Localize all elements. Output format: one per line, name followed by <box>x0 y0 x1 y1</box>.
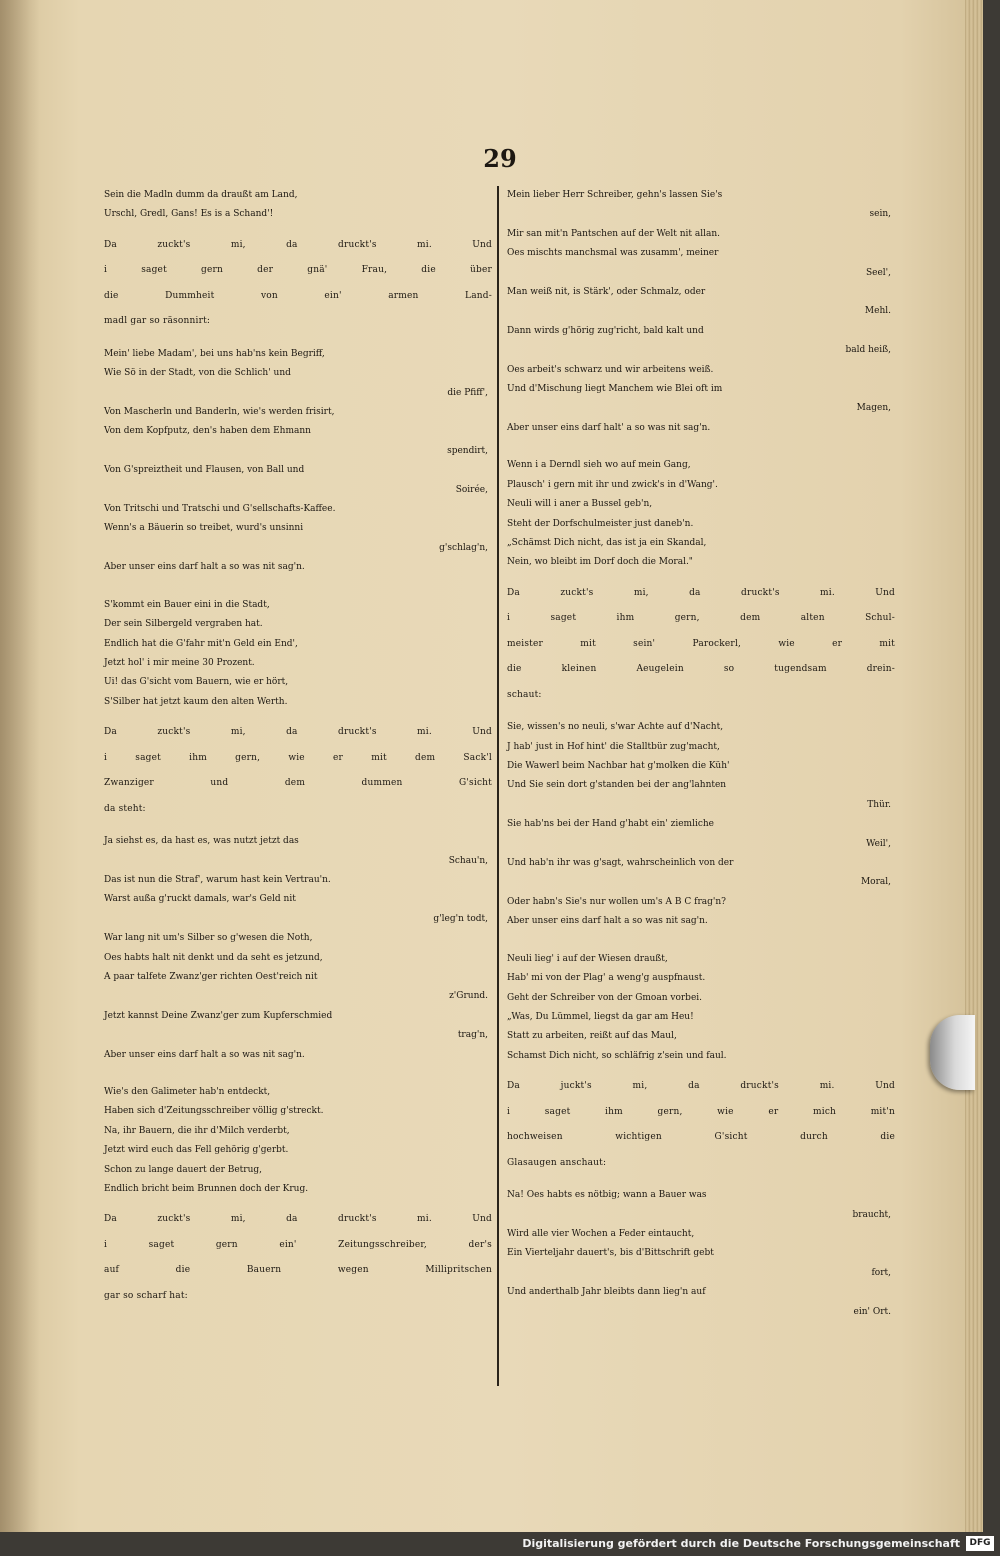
verse-line: Aber unser eins darf halt' a so was nit sag'n. <box>507 422 711 433</box>
refrain-line: auf die Bauern wegen Millipritschen <box>104 1265 492 1276</box>
refrain-line: Da zuckt's mi, da druckt's mi. Und <box>104 727 492 738</box>
column-divider <box>497 186 499 1386</box>
refrain-paragraph <box>507 581 895 709</box>
verse-line: Jetzt wird euch das Fell gehörig g'gerbt. <box>104 1145 289 1156</box>
verse-line: Aber unser eins darf halt a so was nit sag'n. <box>507 916 708 927</box>
verse-line-continuation: Weil', <box>866 838 891 849</box>
verse-line: Neuli lieg' i auf der Wiesen draußt, <box>507 953 668 964</box>
refrain-line: meister mit sein' Parockerl, wie er mit <box>507 638 895 649</box>
verse-line: Sie, wissen's no neuli, s'war Achte auf d'Nacht, <box>507 722 724 733</box>
verse-line: Ui! das G'sicht vom Bauern, wie er hört, <box>104 677 289 688</box>
refrain-line: i saget ihm gern, dem alten Schul- <box>507 613 895 624</box>
verse-stanza <box>104 1083 492 1199</box>
verse-line: Der sein Silbergeld vergraben hat. <box>104 619 263 630</box>
refrain-line: die Dummheit von ein' armen Land- <box>104 290 492 301</box>
verse-line-continuation: Moral, <box>860 877 891 888</box>
verse-line: Mein lieber Herr Schreiber, gehn's lassen Sie's <box>507 190 723 200</box>
refrain-line: Da zuckt's mi, da druckt's mi. Und <box>507 587 895 598</box>
verse-line: Endlich hat die G'fahr mit'n Geld ein End', <box>104 638 298 649</box>
left-column <box>104 186 492 1319</box>
verse-line: Dann wirds g'hörig zug'richt, bald kalt und <box>507 325 704 336</box>
bookmark-tab[interactable] <box>930 1015 975 1090</box>
verse-line: Jetzt kannst Deine Zwanz'ger zum Kupferschmied <box>104 1010 333 1021</box>
verse-line: Von dem Kopfputz, den's haben dem Ehmann <box>104 426 311 437</box>
verse-line: War lang nit um's Silber so g'wesen die Noth, <box>104 933 313 944</box>
verse-line: Wird alle vier Wochen a Feder eintaucht, <box>507 1228 695 1239</box>
verse-line-continuation: die Pfiff', <box>447 387 488 398</box>
verse-line: Wie Sö in der Stadt, von die Schlich' und <box>104 368 291 379</box>
verse-line-continuation: sein, <box>869 209 891 220</box>
verse-line: Urschl, Gredl, Gans! Es is a Schand'! <box>104 209 274 220</box>
verse-line: Plausch' i gern mit ihr und zwick's in d'Wang'. <box>507 479 718 490</box>
verse-stanza <box>507 186 895 438</box>
refrain-line: Da zuckt's mi, da druckt's mi. Und <box>104 239 492 250</box>
verse-line: Schon zu lange dauert der Betrug, <box>104 1164 263 1175</box>
verse-stanza <box>104 345 492 578</box>
verse-line: „Was, Du Lümmel, liegst da gar am Heu! <box>507 1011 694 1022</box>
verse-line: Ja siehst es, da hast es, was nutzt jetzt das <box>104 836 299 847</box>
verse-line: Sein die Madln dumm da draußt am Land, <box>104 190 298 200</box>
verse-line: Oes mischts manchsmal was zusamm', meiner <box>507 248 719 259</box>
verse-line: Warst außa g'ruckt damals, war's Geld nit <box>104 894 296 905</box>
verse-line: Ein Vierteljahr dauert's, bis d'Bittschrift gebt <box>507 1248 714 1259</box>
verse-line: Geht der Schreiber von der Gmoan vorbei. <box>507 992 703 1003</box>
refrain-paragraph <box>104 1207 492 1309</box>
verse-line: Neuli will i aner a Bussel geb'n, <box>507 499 653 510</box>
verse-line: Endlich bricht beim Brunnen doch der Krug. <box>104 1184 309 1195</box>
refrain-line: i saget gern der gnä' Frau, die über <box>104 265 492 276</box>
verse-line: Sie hab'ns bei der Hand g'habt ein' ziemliche <box>507 819 714 830</box>
verse-line-continuation: fort, <box>871 1267 891 1278</box>
verse-line: S'Silber hat jetzt kaum den alten Werth. <box>104 696 288 707</box>
verse-line: Schamst Dich nicht, so schläfrig z'sein und faul. <box>507 1050 727 1061</box>
refrain-paragraph <box>104 233 492 335</box>
verse-line: Und anderthalb Jahr bleibts dann lieg'n auf <box>507 1287 706 1298</box>
verse-line-continuation: Seel', <box>865 267 891 278</box>
refrain-line: hochweisen wichtigen G'sicht durch die <box>507 1132 895 1143</box>
verse-line: Aber unser eins darf halt a so was nit sag'n. <box>104 1049 305 1060</box>
verse-stanza <box>507 718 895 931</box>
verse-stanza <box>507 456 895 572</box>
verse-line: Von G'spreiztheit und Flausen, von Ball und <box>104 465 305 476</box>
verse-line: Von Mascherln und Banderln, wie's werden frisirt, <box>104 407 335 418</box>
page-edge <box>965 0 983 1532</box>
refrain-line: da steht: <box>104 803 146 814</box>
verse-line: Und hab'n ihr was g'sagt, wahrscheinlich von der <box>507 858 734 869</box>
verse-line-continuation: z'Grund. <box>449 991 488 1002</box>
verse-line: Haben sich d'Zeitungsschreiber völlig g'streckt. <box>104 1106 324 1117</box>
refrain-paragraph <box>104 720 492 822</box>
verse-line: Oes habts halt nit denkt und da seht es jetzund, <box>104 952 323 963</box>
verse-line: „Schämst Dich nicht, das ist ja ein Skandal, <box>507 537 707 548</box>
stanza-gap <box>104 578 492 596</box>
verse-line: Na, ihr Bauern, die ihr d'Milch verderbt, <box>104 1125 290 1136</box>
stanza-gap <box>104 1065 492 1083</box>
refrain-line: schaut: <box>507 689 542 700</box>
refrain-line: i saget gern ein' Zeitungsschreiber, der's <box>104 1239 492 1250</box>
verse-line: Von Tritschi und Tratschi und G'sellschafts-Kaffee. <box>104 504 336 515</box>
verse-stanza <box>104 832 492 1065</box>
verse-line: Na! Oes habts es nötbig; wann a Bauer was <box>507 1190 707 1201</box>
verse-line: Wenn i a Derndl sieh wo auf mein Gang, <box>507 460 691 471</box>
refrain-line: madl gar so räsonnirt: <box>104 316 211 327</box>
refrain-line: Zwanziger und dem dummen G'sicht <box>104 778 492 789</box>
footer-bar <box>0 1532 1000 1556</box>
stanza-gap <box>507 438 895 456</box>
refrain-line: i saget ihm gern, wie er mich mit'n <box>507 1106 895 1117</box>
refrain-line: Da zuckt's mi, da druckt's mi. Und <box>104 1214 492 1225</box>
verse-line: Das ist nun die Straf', warum hast kein Vertrau'n. <box>104 874 331 885</box>
refrain-line: Da juckt's mi, da druckt's mi. Und <box>507 1081 895 1092</box>
verse-line: S'kommt ein Bauer eini in die Stadt, <box>104 599 270 610</box>
verse-line-continuation: Schau'n, <box>448 855 488 866</box>
verse-line-continuation: Magen, <box>856 403 891 414</box>
verse-line-continuation: Soirée, <box>455 484 488 495</box>
verse-line: A paar talfete Zwanz'ger richten Oest'reich nit <box>104 971 318 982</box>
verse-stanza <box>507 950 895 1066</box>
verse-line-continuation: Mehl. <box>864 306 891 317</box>
page-gutter-shadow <box>0 0 40 1532</box>
verse-line: Die Wawerl beim Nachbar hat g'molken die Küh' <box>507 761 730 772</box>
verse-line: Hab' mi von der Plag' a weng'g auspfnaust. <box>507 973 706 984</box>
verse-line: Statt zu arbeiten, reißt auf das Maul, <box>507 1031 677 1042</box>
refrain-line: Glasaugen anschaut: <box>507 1157 607 1168</box>
verse-line: Wenn's a Bäuerin so treibet, wurd's unsinni <box>104 523 304 534</box>
verse-line: Mir san mit'n Pantschen auf der Welt nit allan. <box>507 228 721 239</box>
refrain-paragraph <box>507 1074 895 1176</box>
verse-line: Und Sie sein dort g'standen bei der ang'lahnten <box>507 780 727 791</box>
stanza-gap <box>507 932 895 950</box>
verse-line: J hab' just in Hof hint' die Stalltbür zug'macht, <box>507 741 720 752</box>
refrain-line: die kleinen Aeugelein so tugendsam drein- <box>507 664 895 675</box>
refrain-line: i saget ihm gern, wie er mit dem Sack'l <box>104 752 492 763</box>
verse-line: Steht der Dorfschulmeister just daneb'n. <box>507 518 694 529</box>
verse-line-continuation: braucht, <box>852 1209 891 1220</box>
footer-credit: Digitalisierung gefördert durch die Deutsche Forschungsgemeinschaft <box>522 1537 960 1550</box>
page-number: 29 <box>483 144 517 173</box>
verse-line-continuation: g'leg'n todt, <box>433 913 488 924</box>
verse-stanza <box>104 186 492 225</box>
verse-stanza <box>507 1186 895 1322</box>
dfg-logo: DFG <box>966 1536 994 1551</box>
verse-line-continuation: ein' Ort. <box>853 1306 891 1317</box>
verse-line: Und d'Mischung liegt Manchem wie Blei oft im <box>507 384 723 395</box>
verse-line-continuation: Thür. <box>867 799 891 810</box>
verse-line-continuation: trag'n, <box>457 1030 488 1041</box>
verse-line: Wie's den Galimeter hab'n entdeckt, <box>104 1087 271 1097</box>
verse-line: Mein' liebe Madam', bei uns hab'ns kein Begriff, <box>104 348 325 359</box>
verse-line-continuation: g'schlag'n, <box>439 542 488 553</box>
right-column <box>507 186 895 1322</box>
verse-line: Oder habn's Sie's nur wollen um's A B C frag'n? <box>507 896 726 907</box>
verse-line: Nein, wo bleibt im Dorf doch die Moral." <box>507 557 693 568</box>
verse-stanza <box>104 596 492 712</box>
verse-line: Aber unser eins darf halt a so was nit sag'n. <box>104 562 305 573</box>
verse-line: Oes arbeit's schwarz und wir arbeitens weiß. <box>507 364 714 375</box>
verse-line-continuation: bald heiß, <box>845 345 891 356</box>
verse-line: Man weiß nit, is Stärk', oder Schmalz, oder <box>507 287 706 298</box>
refrain-line: gar so scharf hat: <box>104 1290 188 1301</box>
verse-line: Jetzt hol' i mir meine 30 Prozent. <box>104 657 255 668</box>
verse-line-continuation: spendirt, <box>447 445 488 456</box>
